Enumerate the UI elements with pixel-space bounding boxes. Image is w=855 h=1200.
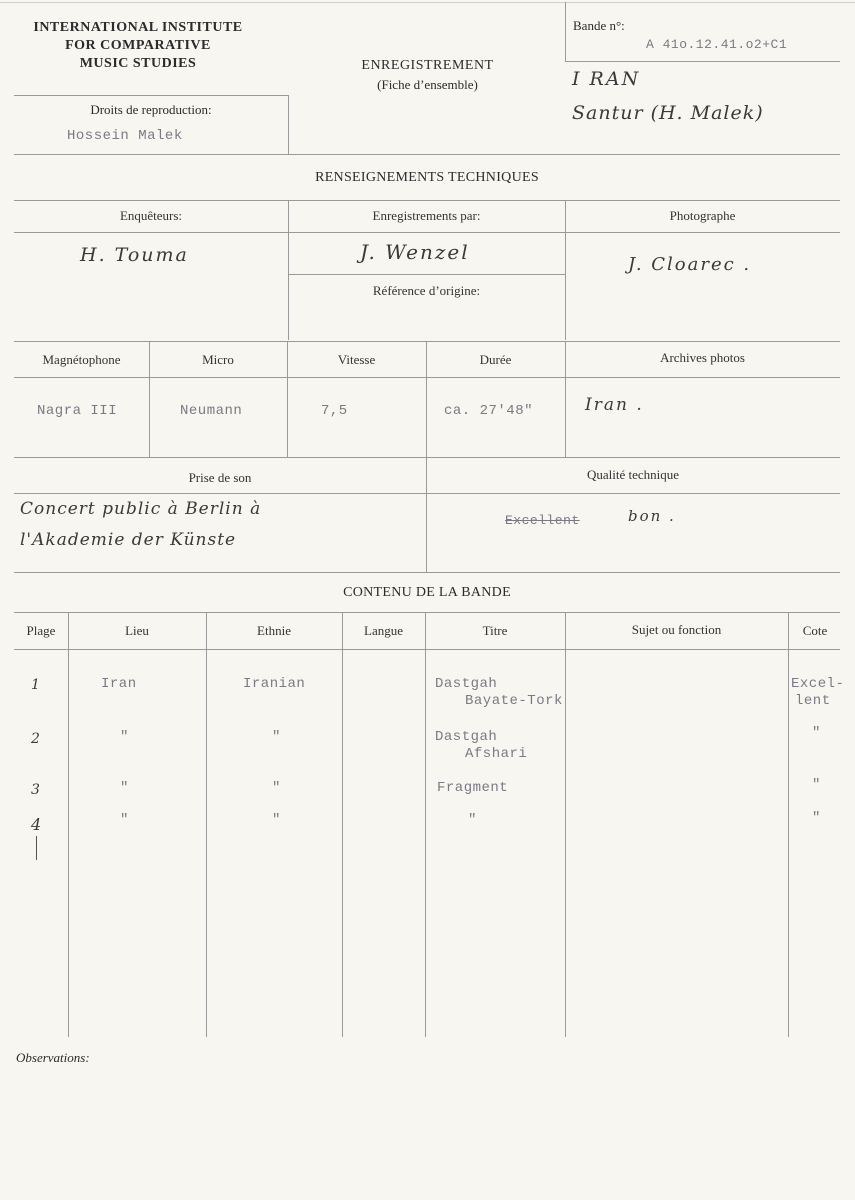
col-header-ethnie: Ethnie <box>257 623 291 638</box>
technical-section-title: RENSEIGNEMENTS TECHNIQUES <box>315 170 539 185</box>
observations-label: Observations: <box>16 1050 90 1065</box>
photographe-handwritten: J. Cloarec . <box>628 254 752 275</box>
magnetophone-value: Nagra III <box>37 403 118 419</box>
enregistrements-label: Enregistrements par: <box>372 208 481 223</box>
instrument-handwritten: Santur (H. Malek) <box>572 102 764 124</box>
bande-label: Bande n°: <box>573 18 625 33</box>
table-row-1-titre-2: Bayate-Tork <box>465 693 563 709</box>
vitesse-label: Vitesse <box>337 352 376 367</box>
photographe-label: Photographe <box>669 208 736 223</box>
table-row-3-titre: Fragment <box>437 780 509 796</box>
table-row-1-ethnie: Iranian <box>243 676 306 692</box>
duree-value: ca. 27'48" <box>444 403 534 419</box>
archives-handwritten: Iran . <box>585 395 644 415</box>
prise-handwritten-line-1: Concert public à Berlin à <box>20 499 262 519</box>
country-handwritten: I RAN <box>572 68 641 90</box>
table-row-3-cote: " <box>812 777 821 793</box>
table-row-2-ethnie: " <box>272 729 281 745</box>
table-row-1-plage: 1 <box>31 677 42 693</box>
magnetophone-label: Magnétophone <box>42 352 121 367</box>
micro-value: Neumann <box>180 403 243 419</box>
col-header-lieu: Lieu <box>125 623 149 638</box>
col-header-plage: Plage <box>26 623 56 638</box>
col-header-cote: Cote <box>802 623 828 638</box>
table-row-2-titre-2: Afshari <box>465 746 528 762</box>
prise-label: Prise de son <box>188 470 252 485</box>
enqueteurs-label: Enquêteurs: <box>119 208 183 223</box>
table-row-1-lieu: Iran <box>101 676 137 692</box>
table-row-1-titre-1: Dastgah <box>435 676 498 692</box>
content-section-title: CONTENU DE LA BANDE <box>343 585 511 600</box>
vitesse-value: 7,5 <box>321 403 348 419</box>
archives-label: Archives photos <box>660 350 745 365</box>
row-4-plage-stroke <box>36 836 37 860</box>
table-row-4-cote: " <box>812 810 821 826</box>
document-subtitle: (Fiche d’ensemble) <box>377 77 478 92</box>
table-row-3-ethnie: " <box>272 780 281 796</box>
table-row-1-cote-2: lent <box>795 693 831 709</box>
institute-line-3: MUSIC STUDIES <box>79 56 197 71</box>
bande-value: A 41o.12.41.o2+C1 <box>646 37 788 52</box>
document-title: ENREGISTREMENT <box>361 58 494 73</box>
institute-line-2: FOR COMPARATIVE <box>65 38 211 53</box>
droits-label: Droits de reproduction: <box>90 102 212 117</box>
col-header-sujet: Sujet ou fonction <box>631 622 722 637</box>
table-row-2-plage: 2 <box>31 731 42 747</box>
table-row-4-lieu: " <box>120 812 129 828</box>
institute-name <box>12 19 264 73</box>
table-row-2-cote: " <box>812 725 821 741</box>
reference-label: Référence d’origine: <box>372 283 481 298</box>
table-row-1-cote-1: Excel- <box>791 676 845 692</box>
table-row-4-plage: 4 <box>31 815 44 834</box>
qualite-label: Qualité technique <box>586 467 680 482</box>
table-row-2-titre-1: Dastgah <box>435 729 498 745</box>
table-row-3-lieu: " <box>120 780 129 796</box>
droits-value: Hossein Malek <box>67 128 183 144</box>
table-row-4-titre: " <box>468 812 477 828</box>
qualite-struck-value: Excellent <box>505 513 580 528</box>
qualite-handwritten: bon . <box>628 507 676 525</box>
col-header-titre: Titre <box>482 623 508 638</box>
prise-handwritten-line-2: l'Akademie der Künste <box>20 530 237 550</box>
micro-label: Micro <box>202 352 234 367</box>
table-row-3-plage: 3 <box>31 782 42 798</box>
table-row-4-ethnie: " <box>272 812 281 828</box>
col-header-langue: Langue <box>364 623 403 638</box>
enregistrements-handwritten: J. Wenzel <box>360 240 470 264</box>
institute-line-1: INTERNATIONAL INSTITUTE <box>33 20 243 35</box>
table-row-2-lieu: " <box>120 729 129 745</box>
duree-label: Durée <box>479 352 512 367</box>
enqueteurs-handwritten: H. Touma <box>80 244 189 266</box>
